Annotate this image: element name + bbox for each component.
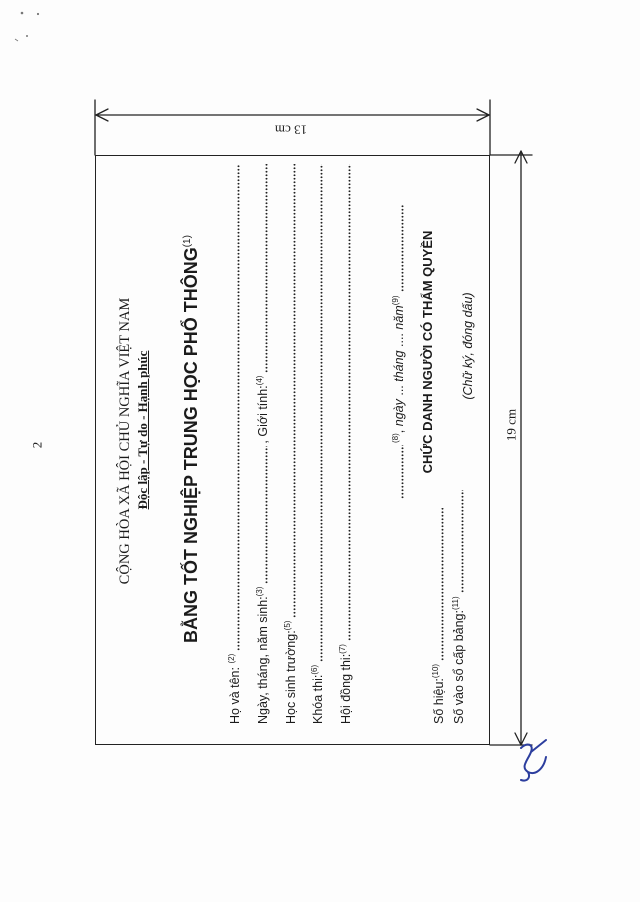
field-exam-course [311, 162, 326, 724]
arrowhead-right-icon [477, 109, 489, 121]
day-word: ngày [392, 399, 406, 427]
footnote-marker: (4) [255, 375, 264, 386]
day-blank: ... [392, 385, 406, 396]
field-label: Giới tính: [256, 385, 270, 437]
footnote-marker: (6) [310, 664, 319, 675]
separator: , [256, 440, 270, 444]
field-exam-council [339, 162, 354, 724]
place-and-date-line [392, 202, 407, 502]
footnote-marker: (1) [182, 235, 193, 248]
arrowhead-up-icon [515, 151, 527, 163]
dotted-blank [401, 445, 404, 499]
dotted-blank [441, 508, 444, 661]
dotted-blank [320, 164, 323, 662]
field-registry-book-number [452, 488, 467, 724]
certificate-title-text: BẰNG TỐT NGHIỆP TRUNG HỌC PHỔ THÔNG [181, 247, 201, 643]
dotted-blank [461, 490, 464, 593]
scan-speck [37, 13, 38, 14]
arrowhead-down-icon [515, 733, 527, 745]
dotted-blank [265, 164, 268, 373]
field-full-name [228, 162, 243, 724]
dotted-blank [265, 446, 268, 584]
width-dimension-label: 13 cm [274, 122, 308, 138]
scan-speck [26, 35, 27, 36]
arrowhead-left-icon [96, 109, 108, 121]
month-word: tháng [392, 350, 406, 382]
dotted-blank [348, 164, 351, 641]
scan-speck [15, 39, 18, 41]
scan-speck [21, 12, 23, 14]
national-motto: Độc lập - Tự do - Hạnh phúc [135, 350, 150, 510]
year-word: năm [392, 305, 406, 330]
field-label: Khóa thi: [311, 674, 325, 724]
field-label: Số vào sổ cấp bảng: [452, 610, 466, 724]
field-label: Số hiệu: [432, 678, 446, 724]
footnote-marker: (11) [451, 596, 460, 611]
footnote-marker: (8) [391, 433, 400, 443]
field-label: Hội đồng thi: [339, 653, 353, 724]
certificate-title [180, 189, 202, 689]
signature-instruction: (Chữ ký, đóng dấu) [461, 292, 475, 400]
page-number: 2 [29, 441, 45, 449]
footnote-marker: (9) [391, 295, 400, 306]
footnote-marker: (2) [227, 653, 236, 664]
height-dimension-label: 19 cm [503, 408, 519, 442]
field-school [284, 162, 299, 724]
field-label: Họ và tên: [228, 667, 242, 724]
dotted-blank [293, 164, 296, 618]
month-blank: .... [392, 333, 406, 347]
field-serial-number [432, 506, 447, 724]
footnote-marker: (7) [338, 644, 347, 654]
field-label: Học sinh trường: [284, 630, 298, 724]
dotted-blank [401, 204, 404, 292]
footnote-marker: (10) [431, 663, 440, 679]
signatory-title: CHỨC DANH NGƯỜI CÓ THẨM QUYỀN [420, 230, 435, 474]
field-label: Ngày, tháng, năm sinh: [256, 596, 270, 724]
national-title: CỘNG HÒA XÃ HỘI CHỦ NGHĨA VIỆT NAM [117, 297, 133, 585]
field-birth-date-gender [256, 162, 271, 724]
footnote-marker: (3) [255, 586, 264, 597]
separator: , [392, 429, 406, 434]
certificate-frame [95, 155, 490, 745]
dotted-blank [237, 164, 240, 651]
handwritten-initial-mark [521, 740, 546, 781]
footnote-marker: (5) [283, 620, 292, 631]
